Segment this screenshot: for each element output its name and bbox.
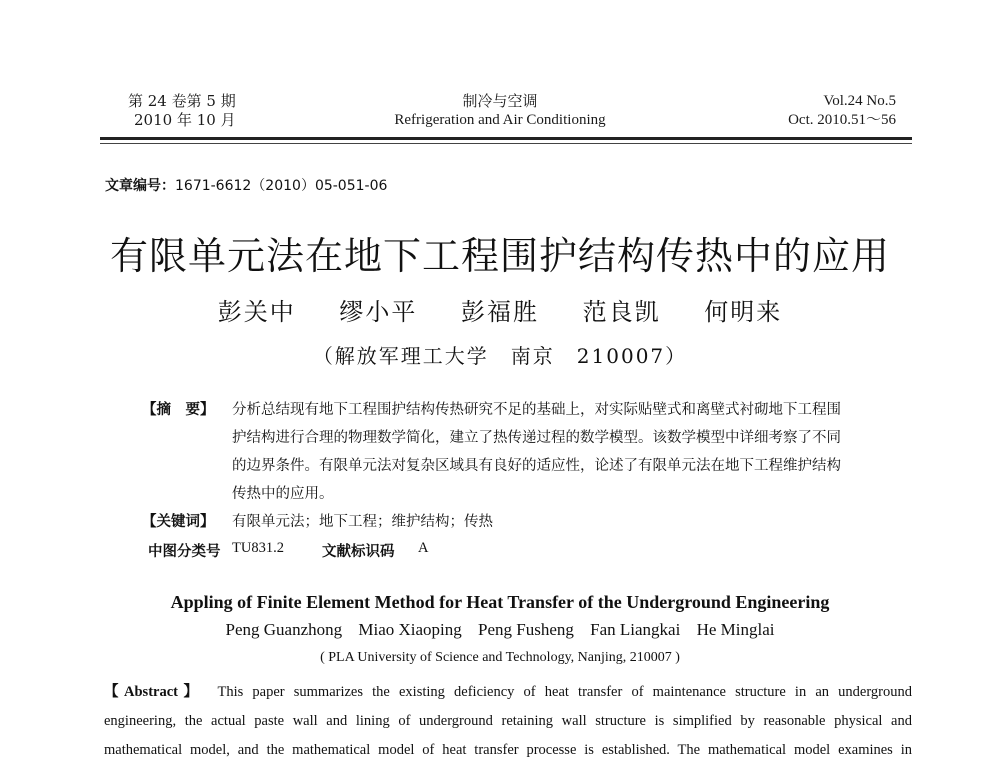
author-en: Miao Xiaoping [358,620,462,639]
author-cn: 彭福胜 [461,298,539,326]
abstract-cn-line: 传热中的应用。 [232,486,334,502]
article-number [105,175,387,195]
abstract-en-line: engineering, the actual paste wall and lining of underground retaining wall structure is simplified by reasonable physical and [104,713,912,729]
date-pages-en: Oct. 2010.51～56 [788,112,896,128]
abstract-cn-line: 的边界条件。有限单元法对复杂区域具有良好的适应性，论述了有限单元法在地下工程维护结构 [232,458,841,474]
journal-volume-en [788,92,896,130]
date-cn: 2010 年 10 月 [134,111,236,129]
article-number-value: 1671-6612（2010）05-051-06 [175,178,388,194]
title-en: Appling of Finite Element Method for Heat Transfer of the Underground Engineering [170,592,830,612]
abstract-en-line: mathematical model, and the mathematical model of heat transfer processe is established. The mathematical model examines in [104,742,912,758]
author-en: Fan Liangkai [590,620,681,639]
journal-name-en: Refrigeration and Air Conditioning [394,112,606,128]
author-en: Peng Fusheng [478,620,574,639]
abstract-cn-line: 护结构进行合理的物理数学简化，建立了热传递过程的数学模型。该数学模型中详细考察了不同 [232,430,841,446]
authors-cn [0,292,1000,327]
classification-value: TU831.2 [232,540,284,556]
keywords-cn-label: 【关键词】 [142,514,215,530]
affiliation-en: ( PLA University of Science and Technology, Nanjing, 210007 ) [320,650,680,665]
abstract-en [104,678,912,765]
author-cn: 缪小平 [339,298,418,326]
article-number-label: 文章编号： [105,178,175,194]
title-cn: 有限单元法在地下工程围护结构传热中的应用 [109,234,890,278]
abstract-cn-label: 【摘 要】 [142,402,215,418]
author-en: He Minglai [696,620,775,639]
abstract-cn-line: 分析总结现有地下工程围护结构传热研究不足的基础上，对实际贴壁式和离壁式衬砌地下工程围 [232,402,841,418]
journal-name-cn: 制冷与空调 [462,92,538,110]
classification-label: 中图分类号 [148,544,221,560]
header-rule-thick [100,137,912,140]
abstract-en-label: 【Abstract】 [104,684,204,700]
affiliation-cn: （解放军理工大学 南京 210007） [312,344,688,368]
author-en: Peng Guanzhong [225,620,343,639]
header-rule-thin [100,143,912,144]
volume-cn: 第 24 卷第 5 期 [128,92,236,110]
authors-en [0,620,1000,640]
author-cn: 彭关中 [217,298,296,326]
document-code-value: A [418,540,429,556]
keywords-cn-value: 有限单元法；地下工程；维护结构；传热 [232,514,493,530]
abstract-en-line-text: This paper summarizes the existing deficiency of heat transfer of maintenance structure in an underground [217,684,912,700]
volume-en: Vol.24 No.5 [823,93,896,109]
abstract-en-line [104,678,912,707]
author-cn: 何明来 [704,298,783,326]
author-cn: 范良凯 [582,298,661,326]
document-code-label: 文献标识码 [322,544,395,560]
